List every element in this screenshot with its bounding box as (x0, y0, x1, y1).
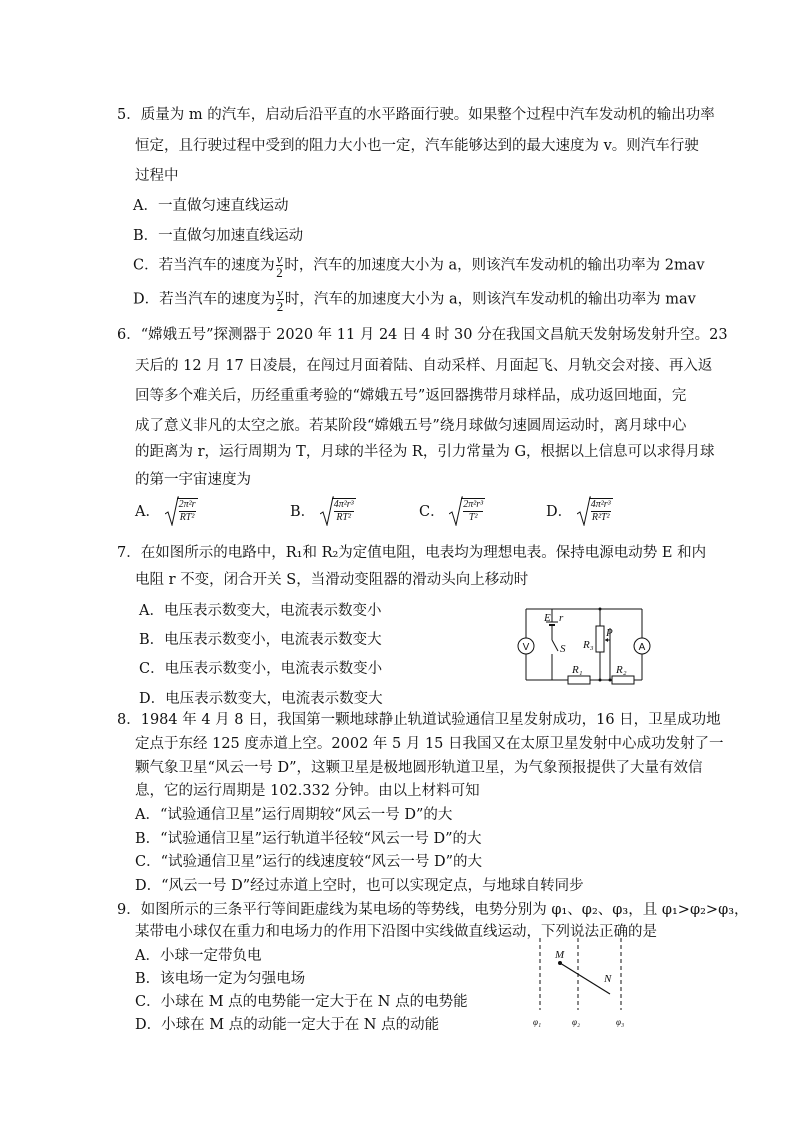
q6-option-c (419, 498, 485, 532)
q7-option-c: C．电压表示数变小，电流表示数变小 (139, 661, 383, 677)
q9-option-d: D．小球在 M 点的动能一定大于在 N 点的动能 (135, 1017, 440, 1033)
label-r3: R₃ (583, 639, 594, 651)
q5-option-d-post: 时，汽车的加速度大小为 a，则该汽车发动机的输出功率为 mav (284, 291, 696, 308)
label-r1: R₁ (572, 664, 583, 676)
sqrt-numerator: 2π²r (178, 499, 196, 510)
q7-option-a: A．电压表示数变大，电流表示数变小 (139, 603, 382, 619)
q6-line6: 的第一宇宙速度为 (135, 472, 251, 488)
label-voltmeter: V (522, 642, 530, 653)
q5-option-c-pre: C．若当汽车的速度为 (133, 257, 275, 274)
junction-dot (599, 679, 602, 682)
option-label: B． (290, 504, 316, 520)
label-ammeter: A (638, 642, 646, 653)
junction-dot (599, 608, 602, 611)
q8-line3: 颗气象卫星“风云一号 D”，这颗卫星是极地圆形轨道卫星，为气象预报提供了大量有效信 (135, 760, 703, 776)
q6-option-b (290, 498, 356, 532)
fraction-numerator: v (277, 285, 283, 300)
option-label: A． (135, 504, 160, 520)
sqrt-expression (320, 498, 356, 526)
q5-option-b: B．一直做匀加速直线运动 (133, 228, 304, 244)
q9-line1: 9．如图所示的三条平行等间距虚线为某电场的等势线，电势分别为 φ₁、φ₂、φ₃，且 φ₁>φ₂>φ₃， (117, 902, 749, 918)
sqrt-numerator: 4π²r³ (333, 499, 354, 510)
q7-line1: 7．在如图所示的电路中，R₁和 R₂为定值电阻，电表均为理想电表。保持电源电动势 E 和内 (117, 545, 707, 561)
q5-option-d-pre: D．若当汽车的速度为 (133, 291, 276, 308)
label-phi1: φ₁ (533, 1017, 542, 1027)
label-r: r (559, 612, 564, 624)
label-e: E (544, 612, 551, 624)
radical-sign-icon (320, 496, 334, 526)
q7-option-d: D．电压表示数变大，电流表示数变大 (139, 691, 383, 707)
sqrt-numerator: 2π²r³ (463, 499, 484, 510)
q6-line4: 成了意义非凡的太空之旅。若某阶段“嫦娥五号”绕月球做匀速圆周运动时，离月球中心 (135, 418, 687, 434)
label-phi3: φ₃ (616, 1017, 625, 1027)
label-phi2: φ₂ (572, 1017, 581, 1027)
q5-option-a: A．一直做匀速直线运动 (133, 198, 289, 214)
sqrt-denominator: T² (468, 512, 478, 523)
v-over-2-fraction (276, 252, 284, 279)
sqrt-denominator: RT² (179, 512, 195, 523)
equipotential-figure (528, 936, 638, 1028)
q5-line2: 恒定，且行驶过程中受到的阻力大小也一定，汽车能够达到的最大速度为 v。则汽车行驶 (135, 138, 699, 154)
q6-option-d (546, 498, 613, 532)
junction-dot (609, 679, 612, 682)
sqrt-numerator: 4π²r³ (590, 499, 611, 510)
v-over-2-fraction (276, 286, 284, 313)
fraction-denominator: 2 (276, 299, 284, 314)
switch-blade (552, 640, 558, 651)
q8-option-a: A．“试验通信卫星”运行周期较“风云一号 D”的大 (135, 807, 453, 823)
sqrt-denominator: RT² (336, 512, 352, 523)
q7-option-b: B．电压表示数变小，电流表示数变大 (139, 632, 382, 648)
trajectory-line (560, 963, 610, 994)
q6-option-a (135, 498, 198, 532)
rheostat-body (596, 626, 604, 652)
q8-option-b: B．“试验通信卫星”运行轨道半径较“风云一号 D”的大 (135, 831, 482, 847)
sqrt-expression (577, 498, 613, 526)
q6-line1: 6．“嫦娥五号”探测器于 2020 年 11 月 24 日 4 时 30 分在我国文昌航天发射场发射升空。23 (117, 327, 728, 343)
q9-option-c: C．小球在 M 点的电势能一定大于在 N 点的电势能 (135, 994, 468, 1010)
circuit-diagram (512, 604, 657, 686)
q8-option-c: C．“试验通信卫星”运行的线速度较“风云一号 D”的大 (135, 854, 482, 870)
sqrt-expression (449, 498, 485, 526)
resistor-r1 (568, 676, 590, 684)
q9-option-a: A．小球一定带负电 (135, 948, 262, 964)
fraction-denominator: 2 (276, 265, 283, 280)
radical-sign-icon (449, 496, 463, 526)
option-label: D． (546, 504, 573, 520)
radical-sign-icon (165, 496, 179, 526)
q5-line3: 过程中 (135, 168, 179, 184)
q7-line2: 电阻 r 不变，闭合开关 S，当滑动变阻器的滑动头向上移动时 (135, 572, 529, 588)
q6-line5: 的距离为 r，运行周期为 T，月球的半径为 R，引力常量为 G，根据以上信息可以求得月球 (135, 444, 715, 460)
option-label: C． (419, 504, 445, 520)
q6-line3: 回等多个难关后，历经重重考验的“嫦娥五号”返回器携带月球样品，成功返回地面，完 (135, 388, 687, 404)
sqrt-expression (165, 498, 198, 526)
q8-option-d: D．“风云一号 D”经过赤道上空时，也可以实现定点，与地球自转同步 (135, 878, 584, 894)
q6-line2: 天后的 12 月 17 日凌晨，在闯过月面着陆、自动采样、月面起飞、月轨交会对接、再入返 (135, 358, 713, 374)
label-p: P (606, 627, 613, 639)
label-r2: R₂ (616, 664, 627, 676)
label-n: N (604, 973, 612, 985)
label-m: M (555, 949, 565, 961)
q9-option-b: B．该电场一定为匀强电场 (135, 971, 306, 987)
q5-line1: 5．质量为 m 的汽车，启动后沿平直的水平路面行驶。如果整个过程中汽车发动机的输出功率 (117, 107, 715, 123)
label-s: S (560, 643, 566, 655)
q8-line4: 息，它的运行周期是 102.332 分钟。由以上材料可知 (135, 783, 480, 799)
point-m-dot (558, 961, 562, 965)
q5-option-c (133, 252, 705, 279)
resistor-r2 (612, 676, 634, 684)
radical-sign-icon (577, 496, 591, 526)
q9-line2: 某带电小球仅在重力和电场力的作用下沿图中实线做直线运动，下列说法正确的是 (135, 924, 657, 940)
q8-line1: 8．1984 年 4 月 8 日，我国第一颗地球静止轨道试验通信卫星发射成功，16 日，卫星成功地 (117, 712, 721, 728)
q5-option-c-post: 时，汽车的加速度大小为 a，则该汽车发动机的输出功率为 2mav (284, 257, 705, 274)
q8-line2: 定点于东经 125 度赤道上空。2002 年 5 月 15 日我国又在太原卫星发射中心成功发射了一 (135, 736, 724, 752)
fraction-numerator: v (276, 251, 283, 266)
sqrt-denominator: R²T² (591, 512, 610, 523)
q5-option-d (133, 286, 696, 313)
